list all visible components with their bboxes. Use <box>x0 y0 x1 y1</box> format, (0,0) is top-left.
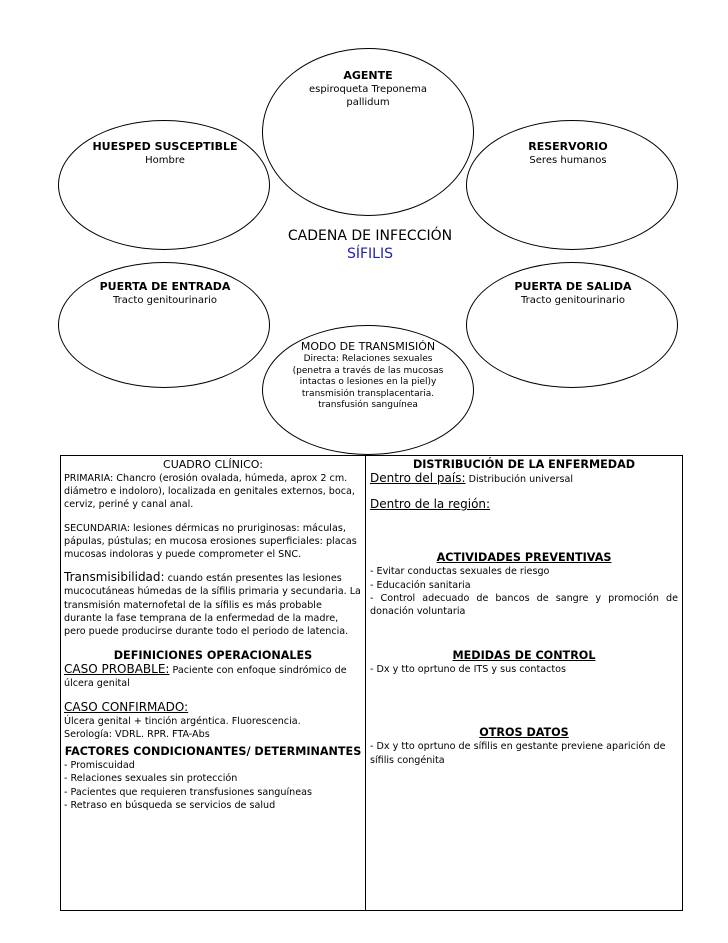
factores-item-1: - Promiscuidad <box>64 760 135 772</box>
puerta-entrada-text: Tracto genitourinario <box>113 295 217 306</box>
probable-label: CASO PROBABLE: <box>64 662 170 677</box>
caso-confirmado <box>64 701 362 715</box>
caso-probable <box>64 663 362 690</box>
factores-item-4: - Retraso en búsqueda se servicios de salud <box>64 799 276 811</box>
agente-block <box>290 69 446 109</box>
pais-label: Dentro del país: <box>370 471 466 485</box>
modo-text-4: transmisión transplacentaria. <box>301 388 435 399</box>
otros-text: - Dx y tto oprtuno de sífilis en gestante previene aparición de sífilis congénita <box>370 741 666 766</box>
puerta-entrada-block <box>80 280 250 307</box>
cuadro-title: CUADRO CLÍNICO: <box>163 458 263 471</box>
cuadro-transmisibilidad <box>64 571 362 638</box>
modo-text-2: (penetra a través de las mucosas <box>292 365 444 376</box>
dentro-region: Dentro de la región: <box>370 497 491 512</box>
trans-label: Transmisibilidad: <box>64 570 165 585</box>
huesped-title: HUESPED SUSCEPTIBLE <box>92 140 238 153</box>
trans-text: cuando están presentes las lesiones mucocutáneas húmedas de la sífilis primaria y secundaria. La transmisión maternofetal de la sífilis es más probable durante la fase temprana de la enfermedad de la madre, pero puede producirse durante todo el periodo de latencia. <box>64 573 361 638</box>
chain-title: CADENA DE INFECCIÓN <box>287 228 453 244</box>
actividades-item-3: - Control adecuado de bancos de sangre y promoción de donación voluntaria <box>370 592 678 618</box>
agente-text-2: pallidum <box>346 97 390 108</box>
info-table <box>60 455 683 911</box>
actividades-item-1: - Evitar conductas sexuales de riesgo <box>370 566 550 578</box>
reservorio-title: RESERVORIO <box>528 140 608 153</box>
puerta-entrada-title: PUERTA DE ENTRADA <box>99 280 231 293</box>
confirmado-label: CASO CONFIRMADO: <box>64 699 189 714</box>
cuadro-primaria: PRIMARIA: Chancro (erosión ovalada, húmeda, aprox 2 cm. diámetro e indoloro), localizada en genitales externos, boca, cerviz, periné y canal anal. <box>64 473 355 511</box>
factores-item-2: - Relaciones sexuales sin protección <box>64 773 238 785</box>
probable-text: Paciente con enfoque sindrómico de úlcera genital <box>64 665 347 690</box>
otros-title: OTROS DATOS <box>479 726 569 740</box>
chain-title-block <box>270 227 470 263</box>
modo-text-1: Directa: Relaciones sexuales <box>303 354 433 364</box>
distribucion-title: DISTRIBUCIÓN DE LA ENFERMEDAD <box>412 458 636 471</box>
dentro-pais <box>370 472 678 486</box>
chain-subtitle: SÍFILIS <box>346 246 393 262</box>
agente-title: AGENTE <box>343 69 393 82</box>
cuadro-secundaria: SECUNDARIA: lesiones dérmicas no pruriginosas: máculas, pápulas, pústulas; en mucosa erosiones superficiales: placas mucosas indoloras y puede comprometer el SNC. <box>64 522 357 561</box>
reservorio-block <box>488 140 648 167</box>
puerta-salida-title: PUERTA DE SALIDA <box>514 280 632 293</box>
medidas-title: MEDIDAS DE CONTROL <box>452 649 596 663</box>
puerta-salida-text: Tracto genitourinario <box>521 295 625 306</box>
definiciones-title: DEFINICIONES OPERACIONALES <box>113 649 313 663</box>
medidas-text: - Dx y tto oprtuno de ITS y sus contactos <box>370 664 567 676</box>
factores-item-3: - Pacientes que requieren transfusiones sanguíneas <box>64 786 312 798</box>
pais-text: Distribución universal <box>465 474 573 485</box>
confirmado-line-2: Serología: VDRL. RPR. FTA-Abs <box>64 729 210 741</box>
left-column <box>64 456 362 812</box>
reservorio-text: Seres humanos <box>529 155 607 166</box>
right-column <box>370 456 678 767</box>
actividades-item-2: - Educación sanitaria <box>370 579 471 591</box>
modo-block <box>272 339 464 412</box>
modo-text-5: transfusión sanguínea <box>318 400 418 410</box>
confirmado-line-1: Úlcera genital + tinción argéntica. Fluorescencia. <box>64 715 301 727</box>
factores-title: FACTORES CONDICIONANTES/ DETERMINANTES <box>64 745 362 759</box>
agente-text-1: espiroqueta Treponema <box>308 84 428 95</box>
modo-text-3: intactas o lesiones en la piel)y <box>299 377 437 387</box>
huesped-block <box>80 140 250 167</box>
huesped-text: Hombre <box>145 155 185 166</box>
actividades-title: ACTIVIDADES PREVENTIVAS <box>436 551 612 565</box>
column-divider <box>365 456 366 910</box>
puerta-salida-block <box>488 280 658 307</box>
modo-title: MODO DE TRANSMISIÓN <box>300 340 436 353</box>
